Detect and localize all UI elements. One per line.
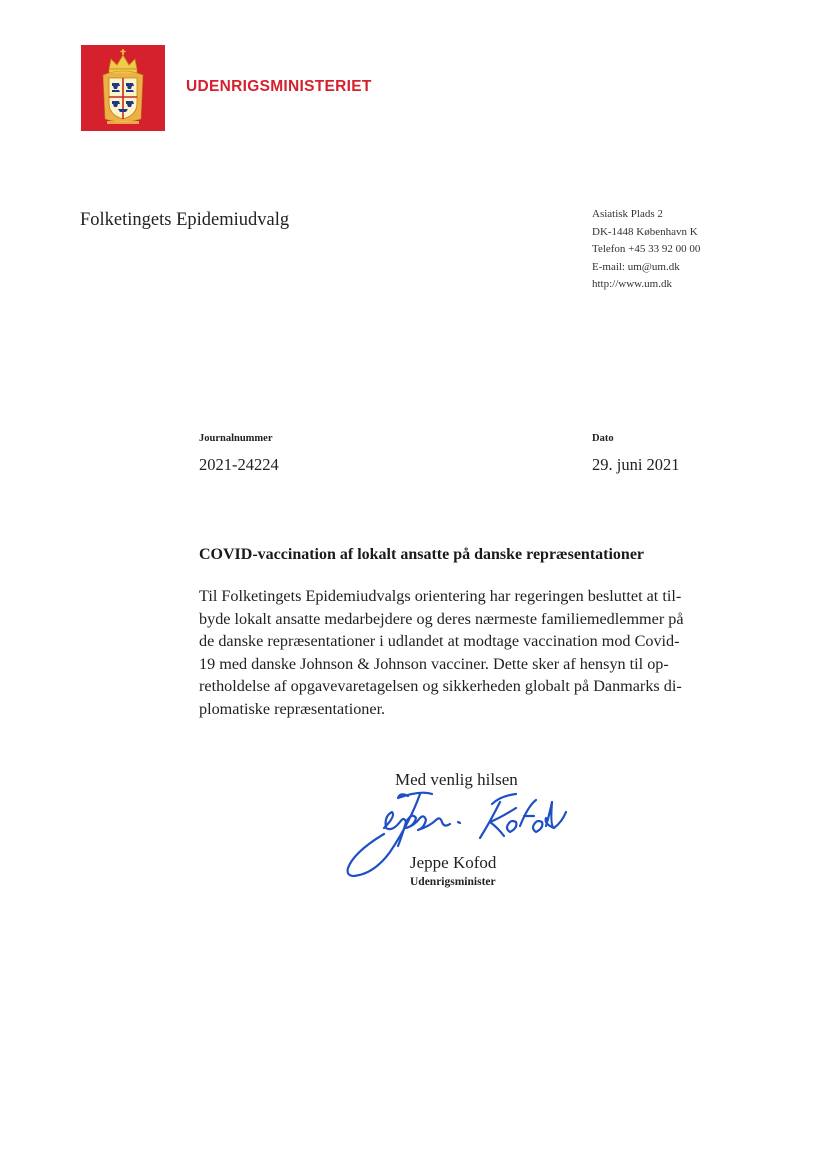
journal-value: 2021-24224 — [199, 455, 279, 474]
address-street: Asiatisk Plads 2 — [592, 208, 663, 220]
signer-title: Udenrigsminister — [410, 876, 496, 888]
body-line: byde lokalt ansatte medarbejdere og deres nærmeste familiemedlemmer på — [199, 609, 684, 628]
journal-label: Journalnummer — [199, 433, 273, 444]
date-value: 29. juni 2021 — [592, 455, 680, 474]
signer-name: Jeppe Kofod — [410, 853, 497, 872]
sender-address — [592, 206, 700, 294]
body-line: de danske repræsentationer i udlandet at modtage vaccination mod Covid- — [199, 632, 680, 651]
body-line: plomatiske repræsentationer. — [199, 699, 386, 718]
address-email: E-mail: um@um.dk — [592, 260, 680, 273]
closing-greeting: Med venlig hilsen — [395, 770, 518, 789]
coat-of-arms-icon — [81, 45, 165, 131]
letter-subject: COVID-vaccination af lokalt ansatte på danske repræsentationer — [199, 546, 645, 563]
body-line: retholdelse af opgavevaretagelsen og sikkerheden globalt på Danmarks di- — [199, 677, 682, 696]
address-web: http://www.um.dk — [592, 278, 672, 290]
ministry-logo — [81, 45, 165, 131]
ministry-name: UDENRIGSMINISTERIET — [186, 78, 372, 95]
body-line: Til Folketingets Epidemiudvalgs orientering har regeringen besluttet at til- — [199, 587, 682, 605]
address-city: DK-1448 København K — [592, 225, 698, 238]
body-line: 19 med danske Johnson & Johnson vacciner. Dette sker af hensyn til op- — [199, 654, 669, 673]
address-phone: Telefon +45 33 92 00 00 — [592, 243, 701, 255]
letter-body — [199, 585, 749, 721]
recipient: Folketingets Epidemiudvalg — [80, 210, 290, 230]
date-label: Dato — [592, 433, 614, 444]
